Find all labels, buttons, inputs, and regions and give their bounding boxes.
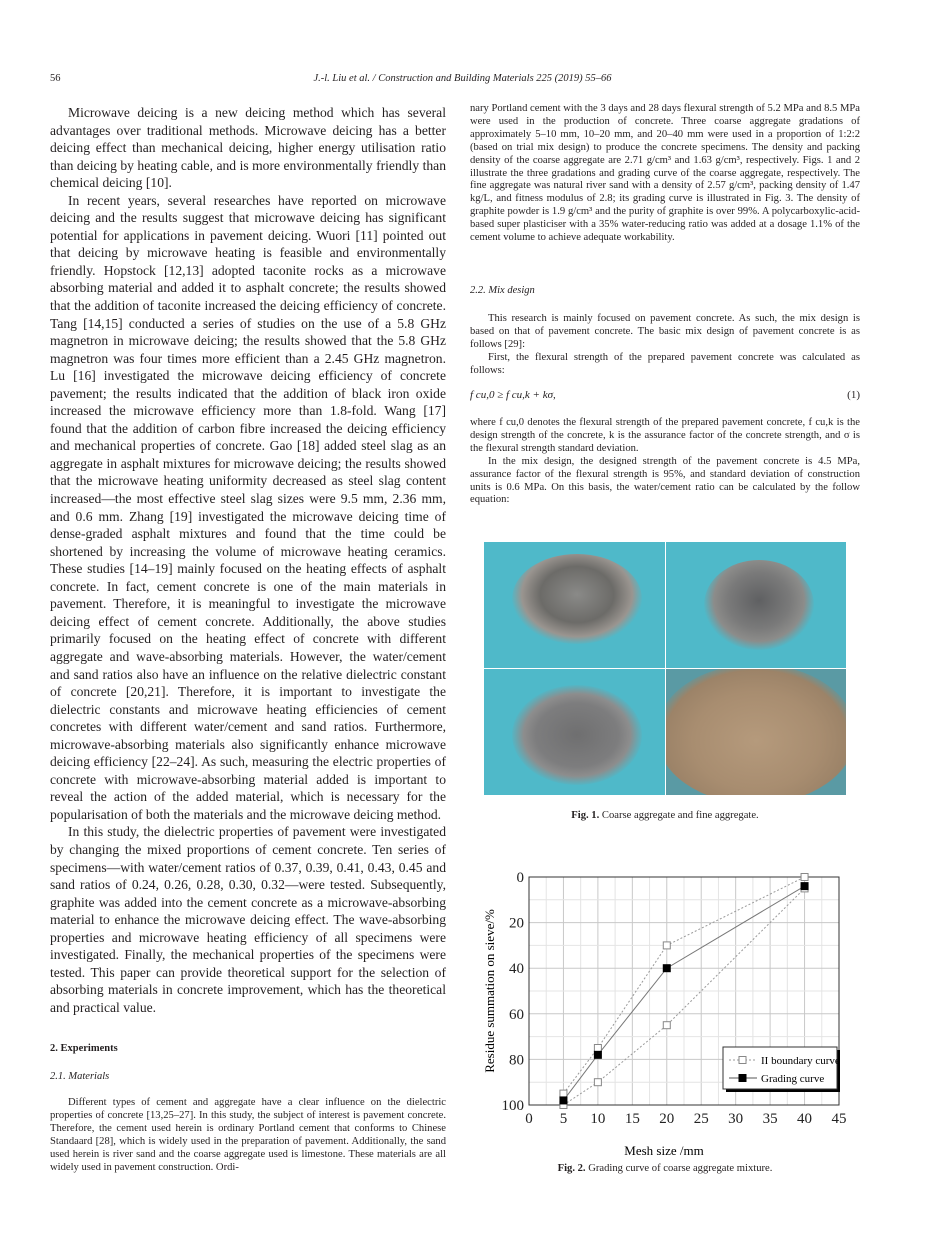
- x-tick-label: 30: [728, 1111, 744, 1127]
- y-tick-label: 80: [509, 1052, 524, 1069]
- photo-coarse-5-10: [484, 542, 665, 668]
- caption-text: Coarse aggregate and fine aggregate.: [601, 810, 759, 821]
- legend-label: Grading curve: [761, 1073, 825, 1085]
- y-tick-label: 100: [501, 1098, 524, 1114]
- paragraph: In recent years, several researches have reported on microwave deicing and the results suggest that microwave deicing has significant potential for applications in pavement deicing. Wuori [11] pointed out that deicing by microwave heating is feasible and environmentally friendly. Hopstock [12,13] adopted taconite rocks as a microwave absorbing material and added it to asphalt concrete; the results showed that the addition of taconite increased the deicing efficiency of concrete. Tang [14,15] conducted a series of studies on the use of a 5.8 GHz magnetron in microwave deicing; the results showed that the 5.8 GHz magnetron was four times more efficient than a 2.45 GHz magnetron. Lu [16] investigated the microwave deicing efficiency of concrete pavement; the results indicated that the addition of black iron oxide increased the microwave efficiency more than 1.8-fold. Wang [17] found that the addition of carbon fibre increased the deicing efficiency and mechanical properties of concrete. Gao [18] added steel slag as an aggregate in asphalt mixtures for microwave deicing; the results showed that the microwave heating uniformity decreased as steel slag content increased—the most effective steel slag sizes were 9.5 mm, 2.36 mm, and 0.6 mm. Zhang [19] investigated the microwave deicing time of dense-graded asphalt mixtures and found that the time could be shortened by increasing the volume of microwave heating ceramics. These studies [14–19] mainly focused on the heating effects of asphalt concrete. In fact, cement concrete is one of the main materials in pavement. Therefore, it is meaningful to investigate the microwave deicing effect of cement concrete. Additionally, the above studies primarily focused on the heating effect of concrete with different aggregate and wave-absorbing materials. However, the water/cement and sand ratios also have an influence on the relative dielectric constant of concrete [20,21]. Therefore, it is important to investigate the dielectric constants and microwave heating efficiencies of cement concretes with different water/cement and sand ratios. Furthermore, microwave-absorbing materials also significantly enhance microwave deicing efficiency [22–24]. As such, measuring the electric properties of concrete with microwave-absorbing material added is important to reveal the action of the added material, which is necessary for the popularisation of both the materials and the microwave deicing method.: [50, 192, 446, 822]
- figure-1-photos: [484, 542, 846, 795]
- data-point: [594, 1079, 601, 1086]
- page-number: 56: [50, 73, 61, 84]
- y-axis-label: Residue summation on sieve/%: [482, 909, 497, 1073]
- photo-fine-aggregate: [666, 669, 847, 795]
- mix-design-text-2: [470, 417, 860, 507]
- grading-chart: [480, 865, 860, 1155]
- paragraph: In the mix design, the designed strength of the pavement concrete is 4.5 MPa, assurance factor of the flexural strength is 95%, and standard deviation of construction units is 0.6 MPa. On this basis, the water/cement ratio can be calculated by the follow equation:: [470, 455, 860, 506]
- data-point: [560, 1097, 567, 1104]
- left-column: [50, 104, 446, 1016]
- figure-1-caption: [470, 810, 860, 821]
- data-point: [663, 942, 670, 949]
- data-point: [663, 1022, 670, 1029]
- data-point: [594, 1051, 601, 1058]
- equation-number: (1): [847, 389, 860, 401]
- subsection-heading: 2.1. Materials: [50, 1071, 110, 1082]
- x-tick-label: 20: [659, 1111, 675, 1127]
- paragraph: In this study, the dielectric properties of pavement were investigated by changing the mixed proportions of cement concrete. Ten series of specimens—with water/cement ratios of 0.37, 0.39, 0.41, 0.43, 0.45 and sand ratios of 0.24, 0.26, 0.28, 0.30, 0.32—were tested. Subsequently, graphite was added into the cement concrete as a microwave-absorbing material to enhance the microwave deicing effect. The wave-absorbing properties and microwave heating efficiency of all specimens were investigated. Finally, the mechanical properties of the specimens were tested. This paper can provide theoretical support for the selection of absorbing materials in concrete improvement, which has the theoretical and practical value.: [50, 824, 446, 1015]
- figure-label: Fig. 2.: [557, 1163, 586, 1174]
- legend-label: II boundary curve: [761, 1055, 840, 1067]
- y-tick-label: 40: [509, 961, 524, 978]
- x-tick-label: 25: [693, 1111, 709, 1127]
- x-tick-label: 40: [797, 1111, 813, 1127]
- x-tick-label: 45: [831, 1111, 847, 1127]
- legend-marker: [739, 1075, 746, 1082]
- paragraph: First, the flexural strength of the prepared pavement concrete was calculated as follows:: [470, 351, 860, 376]
- paragraph: This research is mainly focused on pavement concrete. As such, the mix design is based on that of pavement concrete. The basic mix design of pavement concrete is as follows [29]:: [470, 313, 860, 350]
- x-tick-label: 15: [624, 1111, 640, 1127]
- photo-coarse-20-40: [484, 669, 665, 795]
- y-tick-label: 0: [516, 870, 524, 886]
- data-point: [560, 1090, 567, 1097]
- equation: f cu,0 ≥ f cu,k + kσ,: [470, 389, 556, 401]
- equation-1: [470, 389, 860, 401]
- figure-2-caption: [470, 1163, 860, 1174]
- data-point: [594, 1045, 601, 1052]
- x-tick-label: 0: [525, 1111, 533, 1127]
- x-axis-label: Mesh size /mm: [624, 1143, 704, 1155]
- caption-text: Grading curve of coarse aggregate mixture.: [588, 1163, 773, 1174]
- x-tick-label: 5: [559, 1111, 568, 1127]
- right-column: [470, 103, 860, 245]
- x-tick-label: 35: [762, 1111, 778, 1127]
- running-title: J.-l. Liu et al. / Construction and Building Materials 225 (2019) 55–66: [313, 73, 612, 84]
- y-tick-label: 60: [509, 1006, 524, 1023]
- legend-marker: [739, 1057, 746, 1064]
- paragraph: Microwave deicing is a new deicing method which has several advantages over traditional methods. Microwave deicing has a better deicing effect than mechanical deicing, higher energy utilisation ratio than deicing by heating cable, and is more environmentally friendly than chemical deicing [10].: [50, 105, 446, 191]
- section-heading: 2. Experiments: [50, 1043, 118, 1054]
- data-point: [801, 883, 808, 890]
- x-tick-label: 10: [590, 1111, 606, 1127]
- paragraph: nary Portland cement with the 3 days and 28 days flexural strength of 5.2 MPa and 8.5 MPa were used in the production of concrete. Three coarse aggregate gradations of approximately 5–10 mm, 10–20 mm, and 20–40 mm were used in a proportion of 1:2:2 (based on trial mix design) to produce the concrete specimens. The density and packing density of the coarse aggregate are 2.71 g/cm³ and 1.63 g/cm³, respectively. Figs. 1 and 2 illustrate the three gradations and grading curve of the coarse aggregate, respectively. The fine aggregate was natural river sand with a density of 2.57 g/cm³, packing density of 1.47 kg/L, and fitness modulus of 2.8; its grading curve is illustrated in Fig. 3. The density of graphite powder is 1.9 g/cm³ and the purity of graphite is over 99%. A polycarboxylic-acid-based super plasticiser with a 35% water-reducing ratio was added at a dosage 1.1% of the cement volume to achieve adequate workability.: [470, 103, 860, 244]
- subsection-heading: 2.2. Mix design: [470, 285, 535, 296]
- figure-label: Fig. 1.: [571, 810, 600, 821]
- photo-coarse-10-20: [666, 542, 847, 668]
- mix-design-text: [470, 313, 860, 378]
- paragraph: where f cu,0 denotes the flexural strength of the prepared pavement concrete, f cu,k is the design strength of the concrete, k is the assurance factor of the concrete strength, and σ is the flexural strength standard deviation.: [470, 417, 860, 454]
- y-tick-label: 20: [509, 915, 524, 932]
- data-point: [663, 965, 670, 972]
- data-point: [801, 874, 808, 881]
- paragraph: Different types of cement and aggregate have a clear influence on the dielectric properties of concrete [13,25–27]. In this study, the subject of interest is pavement concrete. Therefore, the cement used herein is ordinary Portland cement that conforms to Chinese Standaard [28], which is widely used in the preparation of pavement. Additionally, the sand used herein is river sand and the coarse aggregate used is limestone. These materials are all widely used in pavement construction. Ordi-: [50, 1097, 446, 1173]
